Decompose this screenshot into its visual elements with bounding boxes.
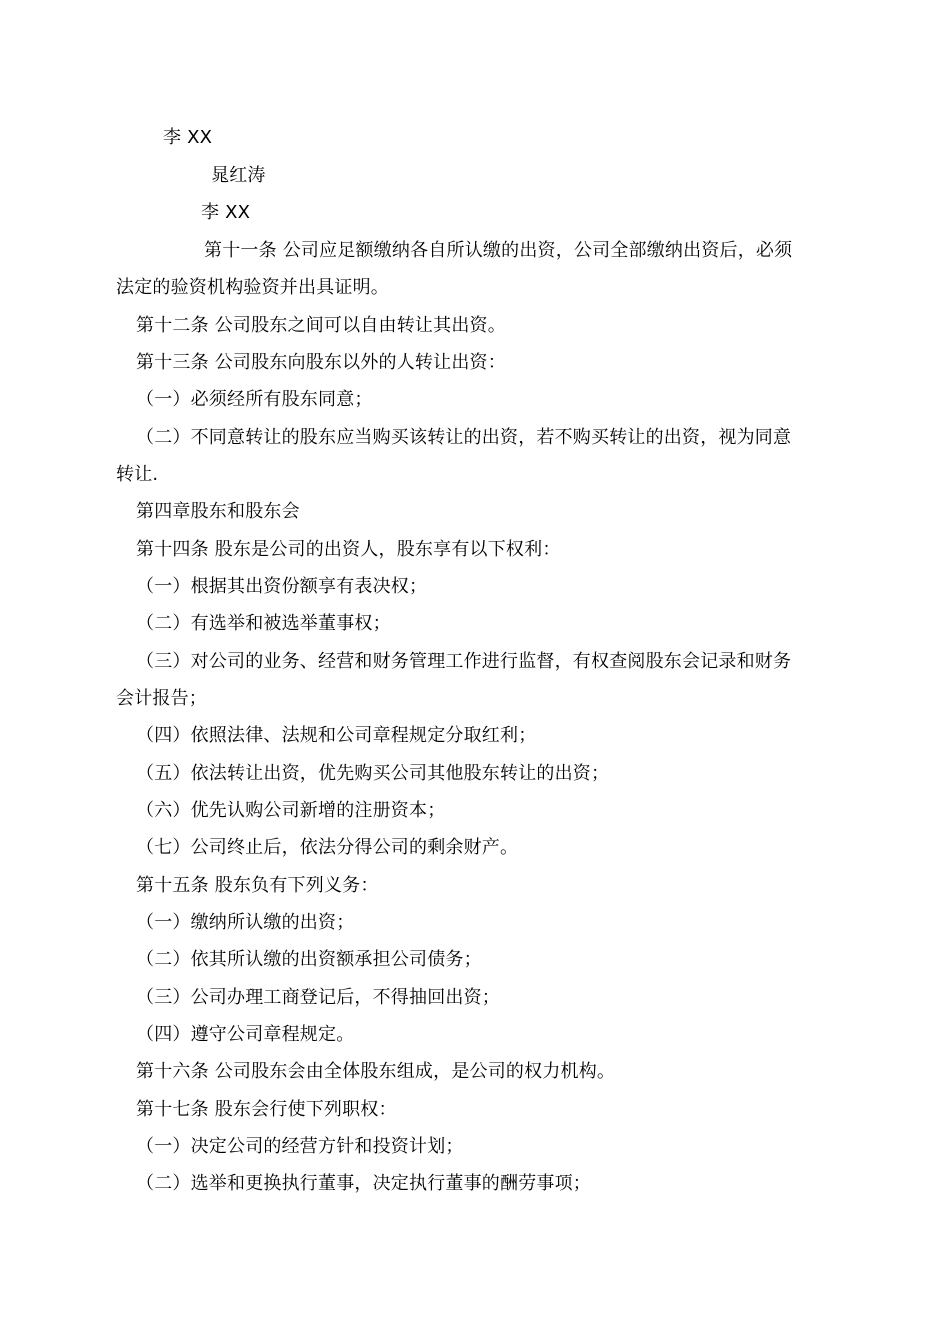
article-13-item-1: （一）必须经所有股东同意；	[136, 389, 373, 410]
article-15-item-1: （一）缴纳所认缴的出资；	[136, 912, 355, 933]
article-14-item-3-line-1: （三）对公司的业务、经营和财务管理工作进行监督，有权查阅股东会记录和财务	[136, 651, 792, 672]
signatory-li-2: 李 XX	[201, 202, 251, 223]
article-14-item-5: （五）依法转让出资，优先购买公司其他股东转让的出资；	[136, 763, 610, 784]
signatory-li-1: 李 XX	[163, 127, 213, 148]
article-14: 第十四条 股东是公司的出资人，股东享有以下权利：	[136, 539, 561, 560]
article-17-item-1: （一）决定公司的经营方针和投资计划；	[136, 1136, 464, 1157]
article-12: 第十二条 公司股东之间可以自由转让其出资。	[136, 315, 506, 336]
article-14-item-1: （一）根据其出资份额享有表决权；	[136, 576, 428, 597]
article-13: 第十三条 公司股东向股东以外的人转让出资：	[136, 352, 506, 373]
article-16: 第十六条 公司股东会由全体股东组成，是公司的权力机构。	[136, 1061, 616, 1082]
article-15-item-4: （四）遵守公司章程规定。	[136, 1024, 355, 1045]
article-15-item-3: （三）公司办理工商登记后，不得抽回出资；	[136, 987, 500, 1008]
article-17-item-2: （二）选举和更换执行董事，决定执行董事的酬劳事项；	[136, 1173, 591, 1194]
signatory-chao-hongtao: 晁红涛	[211, 165, 266, 186]
chapter-4-heading: 第四章股东和股东会	[136, 501, 300, 522]
article-14-item-7: （七）公司终止后，依法分得公司的剩余财产。	[136, 837, 519, 858]
article-14-item-4: （四）依照法律、法规和公司章程规定分取红利；	[136, 725, 537, 746]
article-13-item-2-line-2: 转让.	[116, 464, 159, 485]
article-17: 第十七条 股东会行使下列职权：	[136, 1099, 397, 1120]
article-14-item-3-line-2: 会计报告；	[116, 688, 207, 709]
article-11-line-2: 法定的验资机构验资并出具证明。	[116, 277, 389, 298]
article-14-item-2: （二）有选举和被选举董事权；	[136, 613, 391, 634]
article-15: 第十五条 股东负有下列义务：	[136, 875, 379, 896]
article-15-item-2: （二）依其所认缴的出资额承担公司债务；	[136, 949, 482, 970]
article-13-item-2-line-1: （二）不同意转让的股东应当购买该转让的出资，若不购买转让的出资，视为同意	[136, 427, 792, 448]
article-11-line-1: 第十一条 公司应足额缴纳各自所认缴的出资，公司全部缴纳出资后，必须	[204, 240, 793, 261]
article-14-item-6: （六）优先认购公司新增的注册资本；	[136, 800, 446, 821]
